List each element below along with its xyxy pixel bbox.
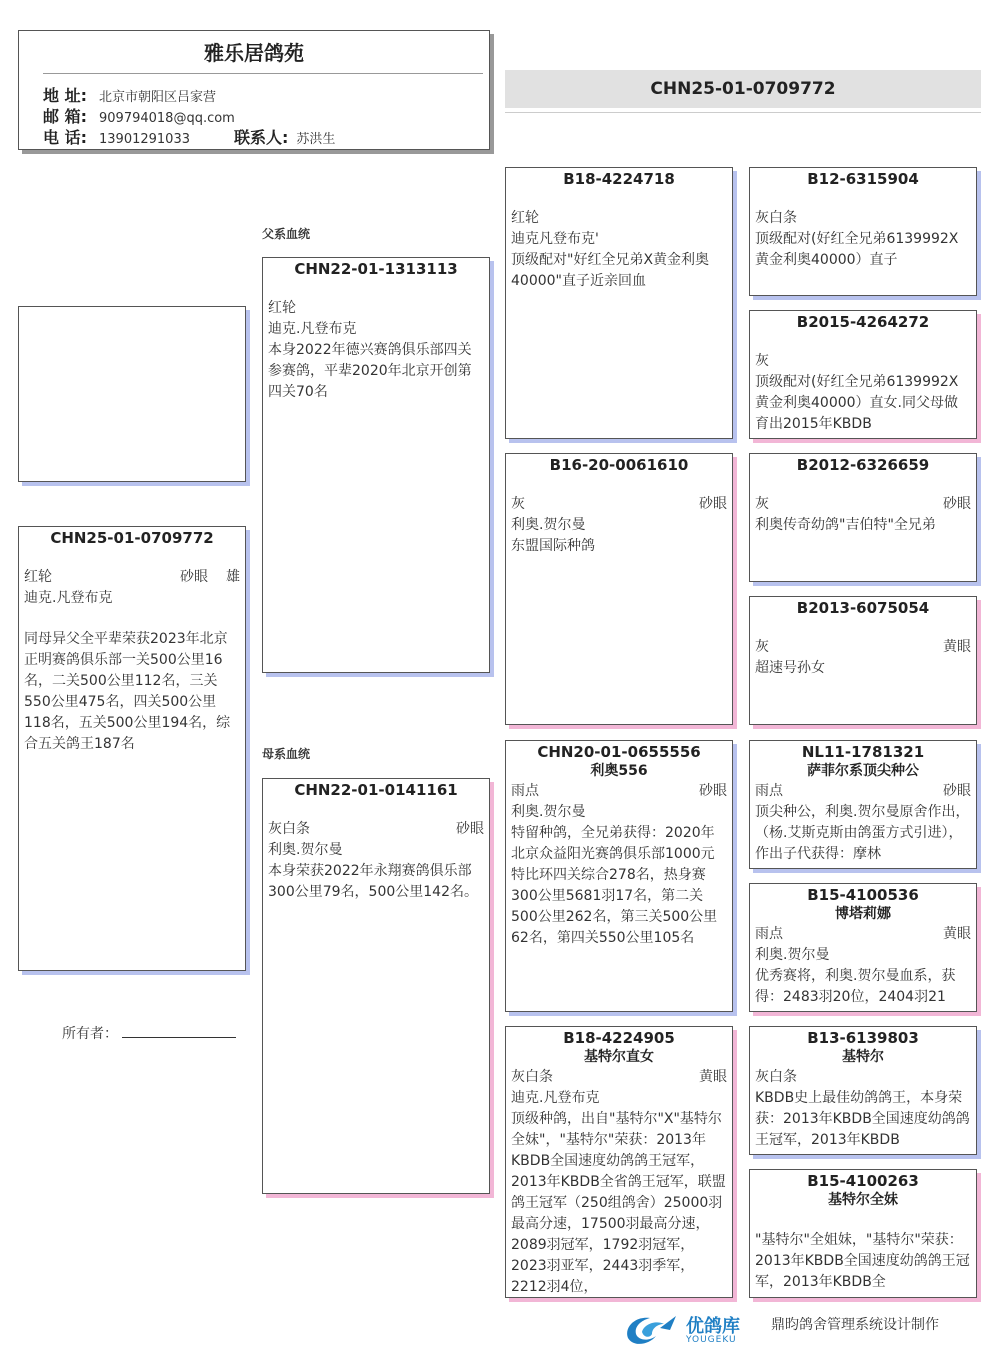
ggp3-eye: 砂眼 [943, 496, 971, 512]
ggp2-ring: B2015-4264272 [796, 313, 930, 331]
ggp3-ring: B2012-6326659 [796, 456, 930, 474]
ggp4-eye: 黄眼 [943, 639, 971, 655]
ggp4-card [749, 596, 977, 725]
header-divider [43, 73, 483, 74]
ggp5-ring: NL11-1781321 [801, 743, 925, 761]
phone-value: 13901291033 [99, 132, 190, 147]
sire-sire-strain: 迪克凡登布克' [511, 231, 599, 247]
sire-dam-strain: 利奥.贺尔曼 [511, 517, 586, 533]
dam-line-label: 母系血统 [262, 747, 311, 761]
dam-notes: 本身荣获2022年永翔赛鸽俱乐部300公里79名，500公里142名。 [268, 863, 478, 900]
dam-color: 灰白条 [268, 821, 310, 837]
dam-traits [268, 819, 484, 840]
dam-sire-notes: 特留种鸽，全兄弟获得：2020年北京众益阳光赛鸽俱乐部1000元特比环四关综合278名，热身赛300公里5681羽17名，第二关500公里262名，第三关500公里62名，第四关550公里105名 [511, 825, 718, 946]
dam-sire-traits [511, 781, 727, 802]
dam-dam-card [505, 1026, 733, 1298]
ggp3-traits [755, 494, 971, 515]
email-row [43, 104, 235, 127]
swirl-logo-icon [620, 1310, 682, 1350]
dam-dam-notes: 顶级种鸽，出自"基特尔"X"基特尔全妹"，"基特尔"荣获：2013年KBDB全国速度幼鸽鸽王冠军，2013年KBDB全省鸽王冠军，联盟鸽王冠军（250组鸽舍）25000羽最高分速，17500羽最高分速，2089羽冠军，1792羽冠军，2023羽亚军，2443羽季军，2212羽4位， [511, 1111, 726, 1295]
dam-dam-strain: 迪克.凡登布克 [511, 1090, 600, 1106]
sire-ring: CHN22-01-1313113 [294, 260, 458, 278]
sire-dam-eye: 砂眼 [699, 496, 727, 512]
subject-card [18, 526, 246, 971]
address-value: 北京市朝阳区吕家营 [99, 90, 217, 105]
dam-sire-color: 雨点 [511, 783, 539, 799]
contact-value: 苏洪生 [296, 132, 336, 147]
owner-field [62, 1023, 236, 1043]
ggp8-ring: B15-4100263 [807, 1172, 919, 1190]
ggp3-color: 灰 [755, 496, 769, 512]
subject-strain: 迪克.凡登布克 [24, 590, 113, 606]
sire-dam-traits [511, 494, 727, 515]
ggp8-notes: "基特尔"全姐妹，"基特尔"荣获：2013年KBDB全国速度幼鸽鸽王冠军，2013年KBDB全 [755, 1232, 970, 1290]
sire-dam-color: 灰 [511, 496, 525, 512]
ggp2-color: 灰 [755, 353, 769, 369]
ggp1-notes: 顶级配对(好红全兄弟6139992X黄金利奥40000）直子 [755, 231, 959, 268]
ggp3-card [749, 453, 977, 582]
ggp1-card [749, 167, 977, 296]
ggp1-ring: B12-6315904 [807, 170, 919, 188]
sire-sire-color: 红轮 [511, 210, 539, 226]
logo-text: 优鸽库 [686, 1316, 740, 1337]
address-row [43, 83, 216, 106]
dam-dam-ring: B18-4224905 [563, 1029, 675, 1047]
email-label: 邮 箱: [43, 107, 87, 126]
dam-sire-strain: 利奥.贺尔曼 [511, 804, 586, 820]
dam-sire-card [505, 740, 733, 1012]
ggp5-eye: 砂眼 [943, 783, 971, 799]
ggp4-ring: B2013-6075054 [796, 599, 930, 617]
ggp7-card [749, 1026, 977, 1155]
title-divider [505, 112, 981, 113]
ggp7-name: 基特尔 [842, 1049, 884, 1065]
ggp6-ring: B15-4100536 [807, 886, 919, 904]
ggp4-traits [755, 637, 971, 658]
owner-label: 所有者： [62, 1026, 118, 1042]
farm-name: 雅乐居鸽苑 [204, 41, 304, 65]
ggp6-notes: 优秀赛将，利奥.贺尔曼血系，获得：2483羽20位，2404羽21 [755, 968, 956, 1005]
subject-color: 红轮 [24, 569, 52, 585]
sire-card [262, 257, 490, 673]
owner-signature-line [122, 1025, 236, 1038]
main-ring-title: CHN25-01-0709772 [505, 70, 981, 108]
ggp5-notes: 顶尖种公，利奥.贺尔曼原舍作出，（杨.艾斯克斯由鸽蛋方式引进），作出子代获得：摩林 [755, 804, 970, 862]
phone-label: 电 话: [43, 128, 87, 147]
dam-card [262, 778, 490, 1194]
photo-placeholder [18, 306, 246, 482]
sire-strain: 迪克.凡登布克 [268, 321, 357, 337]
ggp7-ring: B13-6139803 [807, 1029, 919, 1047]
subject-sex: 雄 [226, 569, 240, 585]
brand-logo [620, 1310, 760, 1350]
phone-row [43, 125, 335, 148]
ggp6-eye: 黄眼 [943, 926, 971, 942]
sire-dam-ring: B16-20-0061610 [549, 456, 689, 474]
dam-dam-traits [511, 1067, 727, 1088]
dam-sire-name: 利奥556 [590, 763, 648, 779]
ggp5-card [749, 740, 977, 869]
ggp4-notes: 超速号孙女 [755, 660, 825, 676]
dam-dam-eye: 黄眼 [699, 1069, 727, 1085]
sire-dam-notes: 东盟国际种鸽 [511, 538, 595, 554]
ggp4-color: 灰 [755, 639, 769, 655]
ggp7-notes: KBDB史上最佳幼鸽鸽王，本身荣获：2013年KBDB全国速度幼鸽鸽王冠军，2013年KBDB [755, 1090, 970, 1148]
ggp6-color: 雨点 [755, 926, 783, 942]
sire-sire-card [505, 167, 733, 439]
ggp6-name: 博塔莉娜 [835, 906, 891, 922]
dam-eye: 砂眼 [456, 821, 484, 837]
sire-sire-notes: 顶级配对"好红全兄弟X黄金利奥40000"直子近亲回血 [511, 252, 710, 289]
email-value: 909794018@qq.com [99, 111, 235, 126]
ggp8-card [749, 1169, 977, 1298]
dam-dam-color: 灰白条 [511, 1069, 553, 1085]
ggp7-color: 灰白条 [755, 1069, 797, 1085]
ggp5-name: 萨菲尔系顶尖种公 [807, 763, 919, 779]
subject-traits [24, 567, 240, 588]
subject-notes: 同母异父全平辈荣获2023年北京正明赛鸽俱乐部一关500公里16名，二关500公里112名，三关550公里475名，四关500公里118名，五关500公里194名，综合五关鸽王187名 [24, 631, 231, 752]
sire-sire-ring: B18-4224718 [563, 170, 675, 188]
subject-eye: 砂眼 [180, 569, 208, 585]
ggp5-traits [755, 781, 971, 802]
ggp2-card [749, 310, 977, 439]
ggp8-name: 基特尔全妹 [828, 1192, 898, 1208]
ggp6-traits [755, 924, 971, 945]
ggp5-color: 雨点 [755, 783, 783, 799]
subject-ring: CHN25-01-0709772 [50, 529, 214, 547]
sire-color: 红轮 [268, 300, 296, 316]
address-label: 地 址: [43, 86, 87, 105]
sire-line-label: 父系血统 [262, 227, 311, 241]
contact-label: 联系人: [233, 128, 289, 147]
dam-sire-ring: CHN20-01-0655556 [537, 743, 701, 761]
ggp3-notes: 利奥传奇幼鸽"吉伯特"全兄弟 [755, 517, 936, 533]
dam-ring: CHN22-01-0141161 [294, 781, 458, 799]
ggp2-notes: 顶级配对(好红全兄弟6139992X黄金利奥40000）直女.同父母做育出2015年KBDB [755, 374, 959, 432]
dam-sire-eye: 砂眼 [699, 783, 727, 799]
farm-info-card [18, 30, 490, 150]
ggp6-strain: 利奥.贺尔曼 [755, 947, 830, 963]
ggp6-card [749, 883, 977, 1012]
ggp1-color: 灰白条 [755, 210, 797, 226]
dam-strain: 利奥.贺尔曼 [268, 842, 343, 858]
footer-credit: 鼎昀鸽舍管理系统设计制作 [771, 1317, 939, 1333]
sire-dam-card [505, 453, 733, 725]
logo-subtext: YOUGEKU [686, 1335, 737, 1345]
dam-dam-name: 基特尔直女 [584, 1049, 654, 1065]
sire-notes: 本身2022年德兴赛鸽俱乐部四关参赛鸽，平辈2020年北京开创第四关70名 [268, 342, 472, 400]
